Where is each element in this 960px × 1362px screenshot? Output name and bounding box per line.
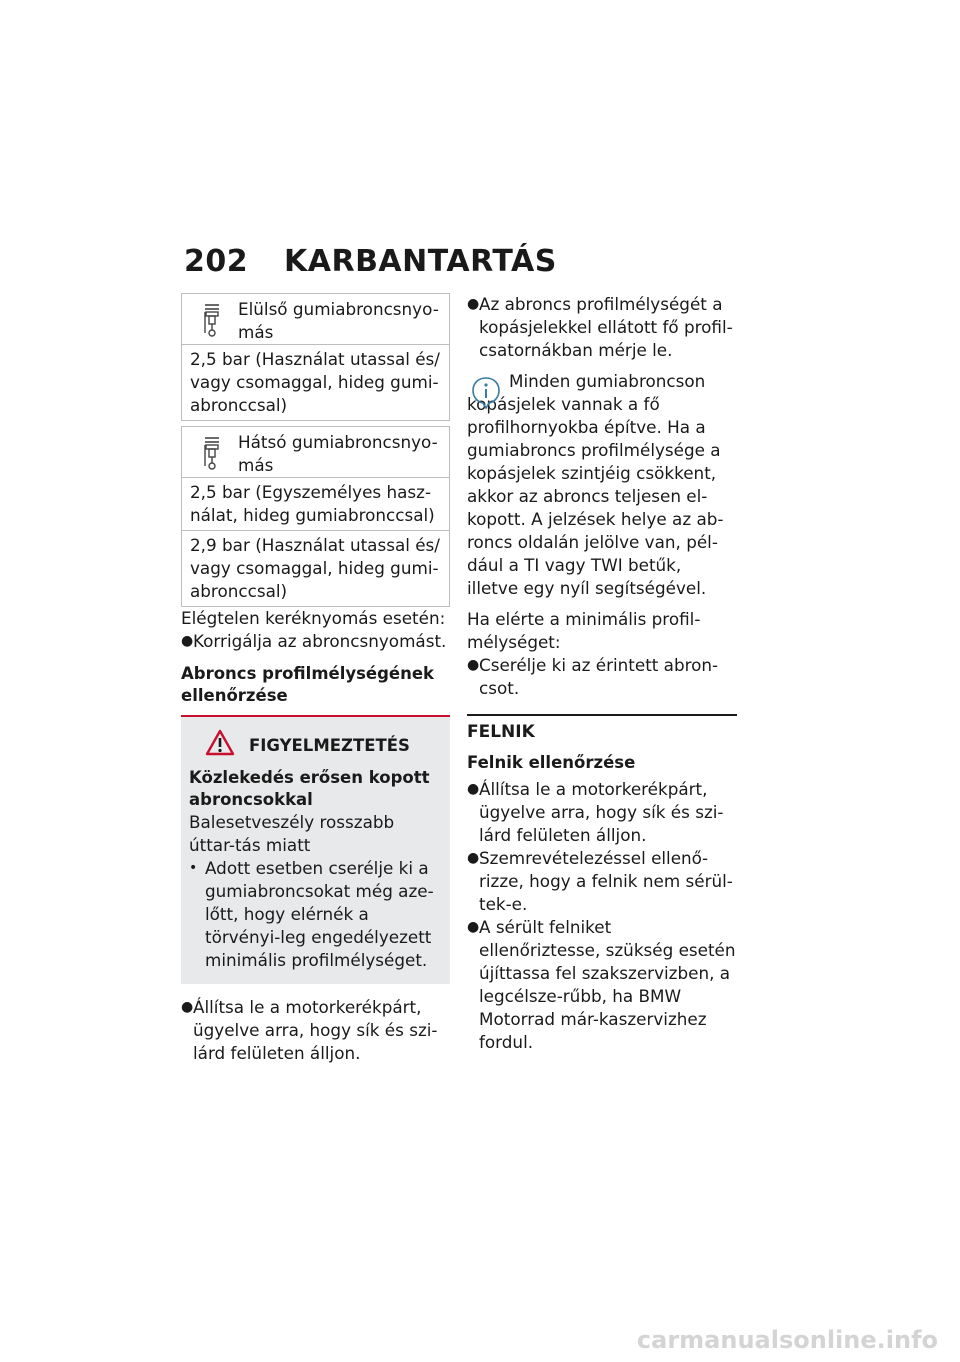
rear-pressure-table bbox=[181, 426, 450, 607]
list-item: ● Állítsa le a motorkerékpárt, ügyelve arra, hogy sík és szi-lárd felületen álljon. bbox=[181, 997, 438, 1063]
min-depth-text: Ha elérte a minimális profil-mélységet: bbox=[467, 609, 701, 652]
bullet-icon: • bbox=[189, 860, 198, 876]
bullet-icon: ● bbox=[467, 919, 480, 935]
list-item: ● Az abroncs profilmélységét a kopásjelekkel ellátott fő profil-csatornákban mérje le. bbox=[467, 294, 733, 360]
section-divider bbox=[467, 714, 737, 716]
warning-heading: Közlekedés erősen kopott abroncsokkal bbox=[189, 768, 430, 809]
list-item: ● Cserélje ki az érintett abron-csot. bbox=[467, 655, 719, 698]
front-pressure-label: Elülső gumiabroncsnyo-más bbox=[238, 299, 439, 342]
list-item: ● Szemrevételezéssel ellenő-rizze, hogy a felnik nem sérül-tek-e. bbox=[467, 848, 733, 914]
warning-box bbox=[181, 717, 450, 984]
list-item: ● A sérült felniket ellenőriztesse, szükség esetén újíttassa fel szakszervizben, a legcélsze-rűbb, ha BMW Motorrad már-kaszervizhez fordul. bbox=[467, 917, 736, 1052]
rear-pressure-label: Hátsó gumiabroncsnyo-más bbox=[238, 432, 438, 475]
bullet-icon: ● bbox=[467, 296, 480, 312]
info-icon bbox=[471, 376, 501, 416]
list-item: ● Korrigálja az abroncsnyomást. bbox=[181, 631, 447, 651]
info-note bbox=[467, 370, 737, 600]
page-title: KARBANTARTÁS bbox=[284, 244, 557, 279]
section-title: FELNIK bbox=[467, 722, 535, 742]
bullet-icon: ● bbox=[181, 633, 194, 649]
warning-text: Balesetveszély rosszabb úttar-tás miatt bbox=[189, 812, 395, 855]
sub-heading: Felnik ellenőrzése bbox=[467, 753, 636, 772]
front-pressure-value: 2,5 bar (Használat utassal és/ vagy csomaggal, hideg gumi-abronccsal) bbox=[182, 344, 449, 420]
low-pressure-text: Elégtelen keréknyomás esetén: bbox=[181, 608, 446, 628]
left-column bbox=[181, 293, 450, 1065]
list-item: ● Állítsa le a motorkerékpárt, ügyelve arra, hogy sík és szi-lárd felületen álljon. bbox=[467, 779, 724, 845]
section-heading: Abroncs profilmélységének ellenőrzése bbox=[181, 664, 435, 705]
bullet-icon: ● bbox=[467, 850, 480, 866]
bullet-icon: ● bbox=[467, 657, 480, 673]
front-pressure-head bbox=[182, 294, 449, 344]
list-item: • Adott esetben cserélje ki a gumiabroncsokat még aze-lőtt, hogy elérnék a törvényi-leg engedélyezett minimális profilmélységet. bbox=[189, 858, 434, 970]
rear-pressure-value-1: 2,5 bar (Egyszemélyes hasz-nálat, hideg gumiabronccsal) bbox=[182, 477, 449, 530]
right-column bbox=[467, 293, 737, 1054]
warning-icon bbox=[205, 729, 235, 762]
page-header bbox=[184, 244, 557, 279]
pressure-spec-table bbox=[181, 293, 450, 421]
rear-pressure-head bbox=[182, 427, 449, 477]
bullet-icon: ● bbox=[181, 999, 194, 1015]
bullet-icon: ● bbox=[467, 781, 480, 797]
tire-pressure-icon bbox=[190, 431, 234, 473]
info-text: Minden gumiabroncson kopásjelek vannak a fő profilhornyokba építve. Ha a gumiabroncs profilmélysége a kopásjelek szintjéig csökkent, akkor az abroncs teljesen el-kopott. A jelzések helye az ab-roncs oldalán jelölve van, pél-dául a TI vagy TWI betűk, illetve egy nyíl segítségével. bbox=[467, 371, 724, 598]
watermark: carmanualsonline.info bbox=[636, 1326, 938, 1354]
tire-pressure-icon bbox=[190, 298, 234, 340]
page-number: 202 bbox=[184, 244, 249, 279]
rear-pressure-value-2: 2,9 bar (Használat utassal és/ vagy csomaggal, hideg gumi-abronccsal) bbox=[182, 530, 449, 606]
warning-title: FIGYELMEZTETÉS bbox=[189, 727, 442, 763]
